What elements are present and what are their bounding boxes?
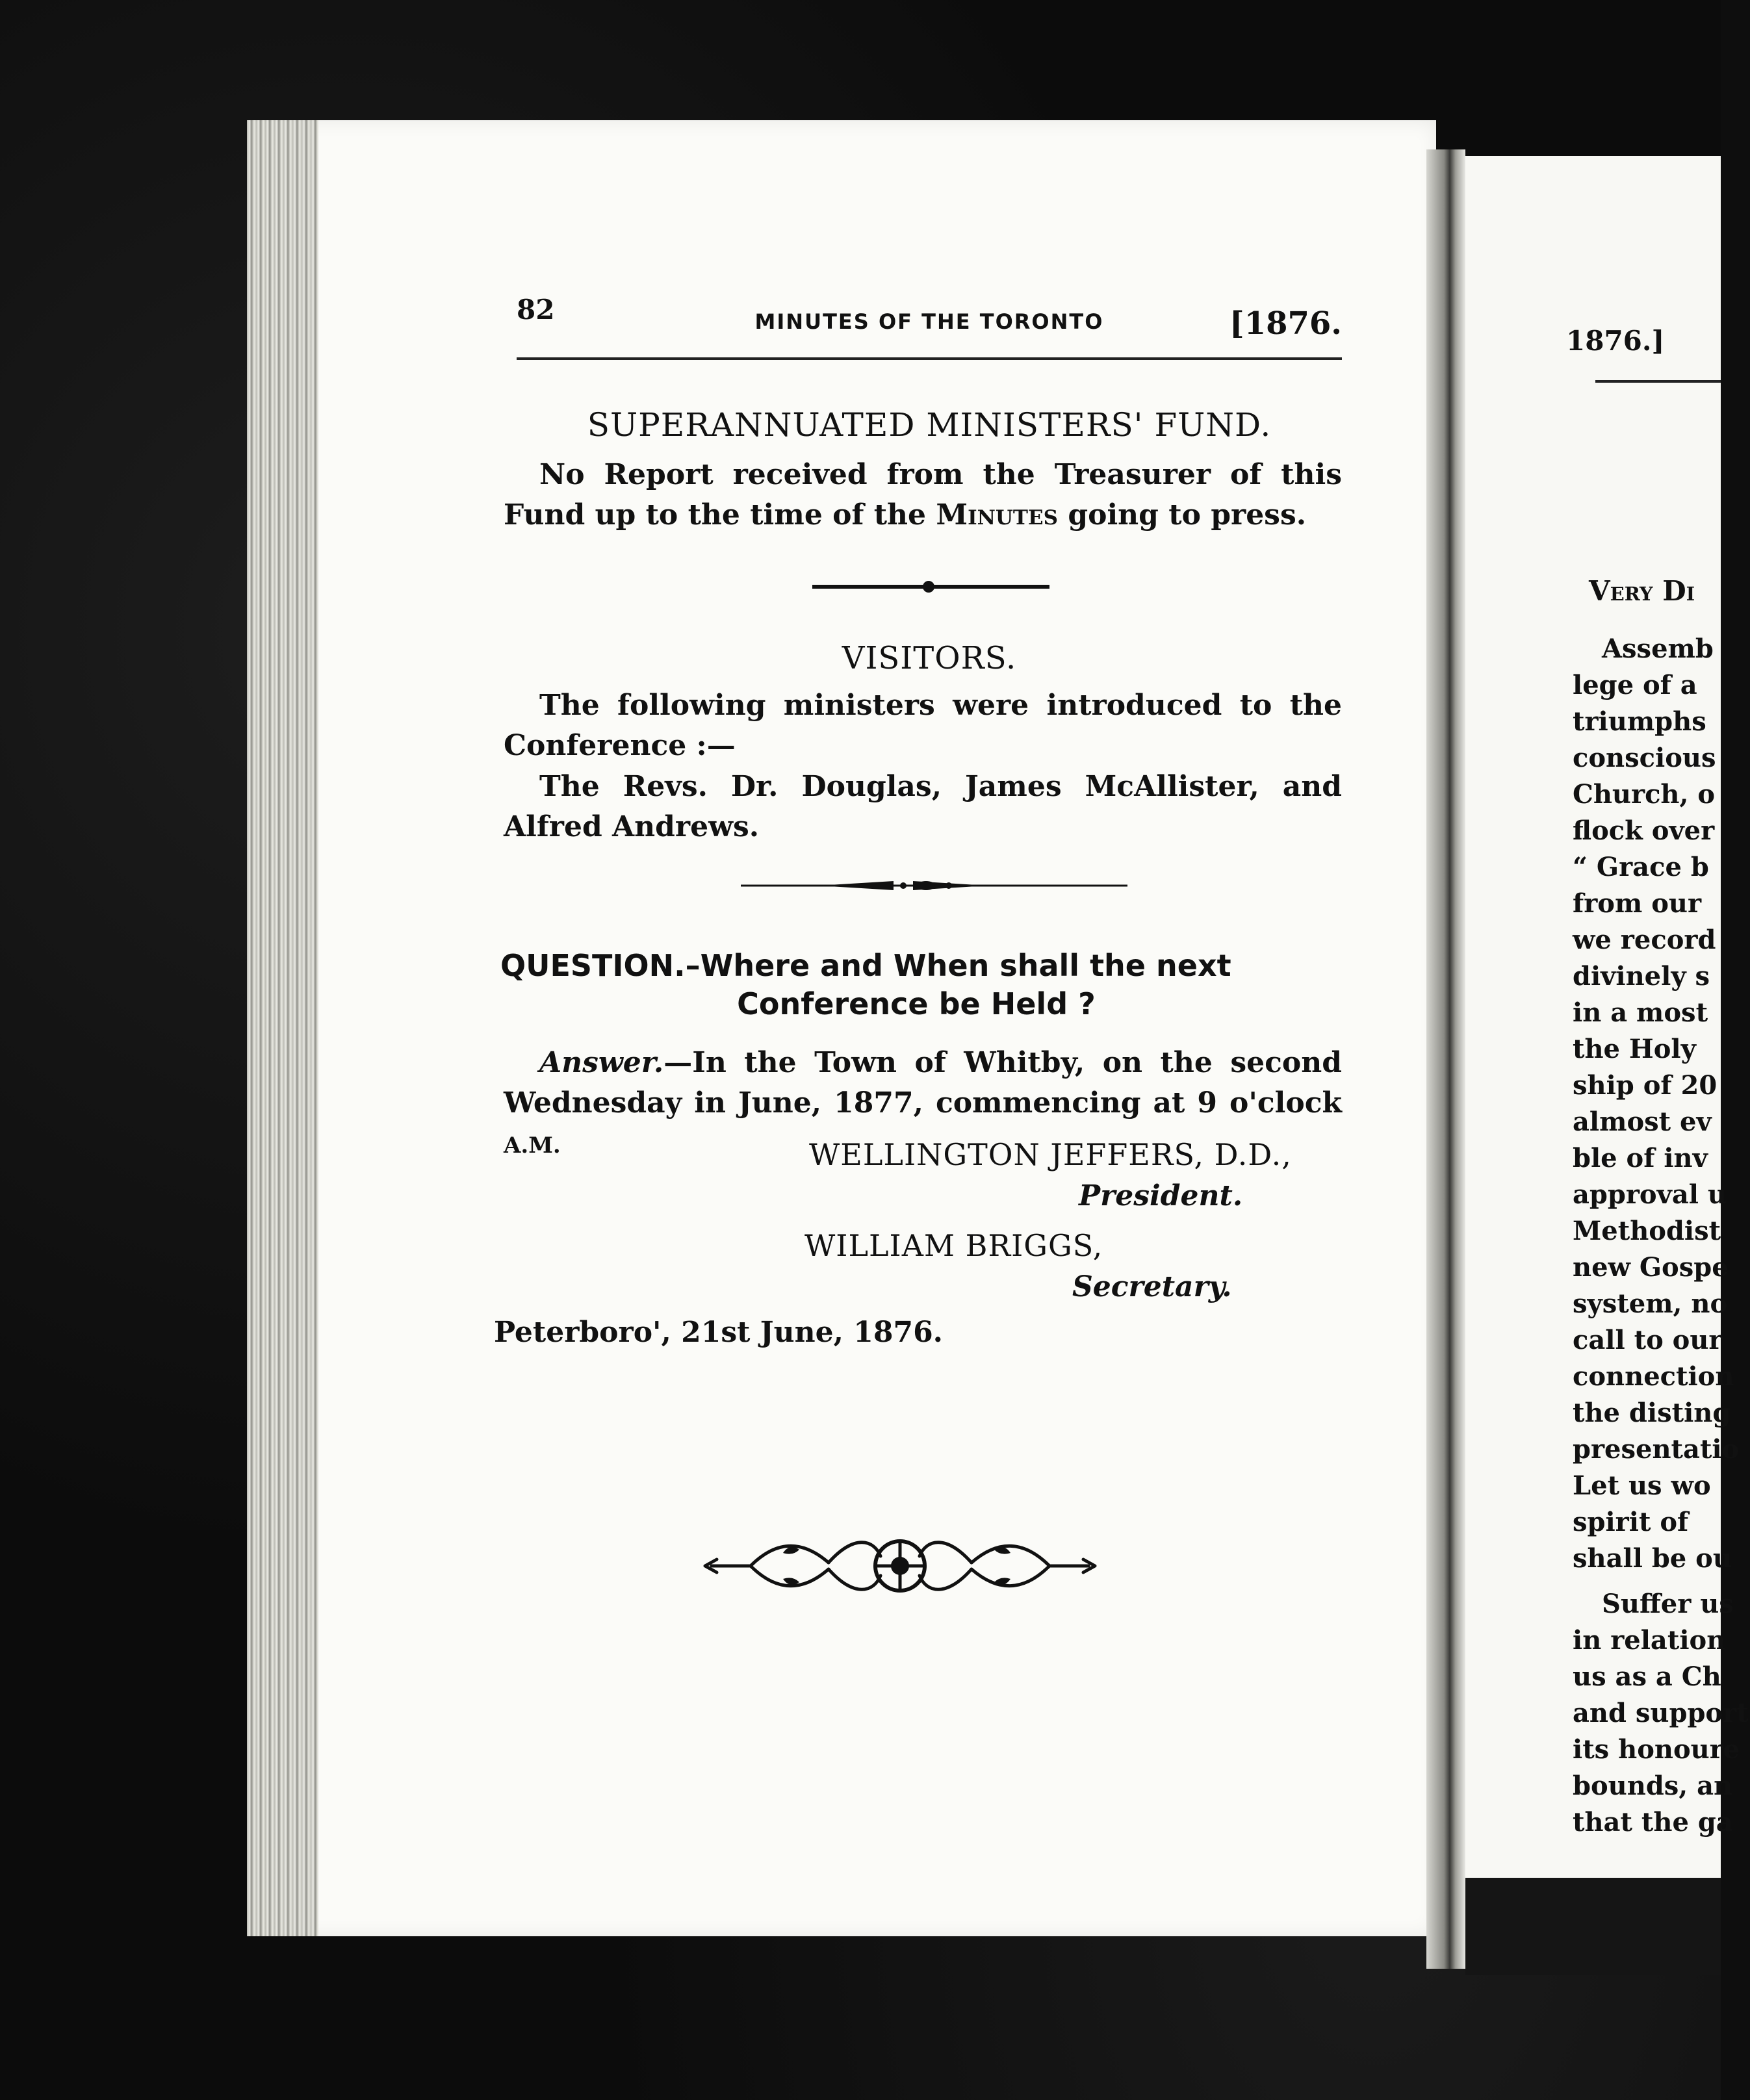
right-page-line: almost ev (1573, 1107, 1712, 1137)
right-page-line: the disting (1573, 1398, 1731, 1428)
secretary-name: WILLIAM BRIGGS, (804, 1228, 1103, 1263)
question-line-1: QUESTION.–Where and When shall the next (500, 948, 1231, 983)
right-page-line: lege of a (1573, 670, 1697, 700)
right-page-line: approval u (1573, 1179, 1727, 1210)
right-page-line: connection (1573, 1361, 1734, 1392)
right-page-line: shall be ou (1573, 1543, 1732, 1574)
right-page-line: and support (1573, 1698, 1749, 1728)
dateline: Peterboro', 21st June, 1876. (494, 1316, 944, 1349)
right-page-line: flock over (1573, 815, 1715, 846)
right-page-line: new Gospe (1573, 1252, 1729, 1283)
right-page-line: its honoure (1573, 1734, 1740, 1765)
right-page-line: us as a Ch (1573, 1661, 1721, 1692)
answer-label: Answer. (539, 1046, 664, 1079)
president-name: WELLINGTON JEFFERS, D.D., (809, 1137, 1292, 1172)
visitors-title: VISITORS. (842, 640, 1017, 676)
right-page-line: Church, o (1573, 779, 1716, 810)
right-page-line: “ Grace b (1573, 852, 1709, 882)
right-page-line: the Holy (1573, 1034, 1696, 1064)
right-page-line: Suffer us (1602, 1589, 1734, 1619)
right-page-line: system, no (1573, 1288, 1728, 1319)
right-page-line: ship of 20 (1573, 1070, 1718, 1101)
right-page-line: spirit of (1573, 1507, 1689, 1537)
page-number: 82 (517, 294, 555, 326)
secretary-title: Secretary. (1072, 1270, 1232, 1303)
right-page-line: in a most (1573, 997, 1708, 1028)
right-page-header-rule (1595, 380, 1721, 383)
running-title: MINUTES OF THE TORONTO (754, 309, 1104, 334)
right-page-line: presentatio (1573, 1434, 1740, 1465)
visitors-names: The Revs. Dr. Douglas, James McAllister, and Alfred Andrews. (504, 770, 1342, 843)
superannuated-fund-text (504, 455, 1342, 535)
right-page-line: we record (1573, 925, 1716, 955)
superannuated-text-start: No Report received from the Treasurer of this Fund up to the time of the (504, 458, 1342, 531)
right-page-line: in relation (1573, 1625, 1726, 1656)
question-line-2: Conference be Held ? (737, 986, 1096, 1021)
superannuated-fund-title: SUPERANNUATED MINISTERS' FUND. (587, 406, 1272, 444)
right-page-line: from our (1573, 888, 1702, 919)
right-page-line: Assemb (1602, 634, 1714, 664)
tailpiece-ornament-icon (705, 1527, 1095, 1605)
answer-am: A.M. (504, 1133, 561, 1159)
page-header (517, 286, 1342, 360)
header-year: [1876. (1229, 305, 1342, 342)
answer-text: —In the Town of Whitby, on the second Wednesday in June, 1877, commencing at 9 o'clock (504, 1046, 1342, 1120)
right-page-line: bounds, an (1573, 1771, 1733, 1801)
right-page-heading: Very Di (1589, 575, 1695, 607)
right-page-line: conscious (1573, 743, 1716, 773)
right-page-line: call to our (1573, 1325, 1723, 1355)
right-page-line: Methodist (1573, 1216, 1721, 1246)
right-page-line: triumphs (1573, 706, 1706, 737)
section-divider (812, 585, 1049, 589)
visitors-intro: The following ministers were introduced to the Conference :— (504, 689, 1342, 762)
right-page-line: divinely s (1573, 961, 1710, 992)
president-title: President. (1079, 1179, 1243, 1212)
ornamental-divider (741, 876, 1127, 895)
right-page-year: 1876.] (1566, 325, 1665, 357)
superannuated-text-end: going to press. (1058, 498, 1307, 531)
right-page-line: ble of inv (1573, 1143, 1708, 1173)
right-page-line: Let us wo (1573, 1470, 1711, 1501)
minutes-word: Minutes (936, 498, 1059, 531)
right-page-line: that the ga (1573, 1807, 1733, 1838)
